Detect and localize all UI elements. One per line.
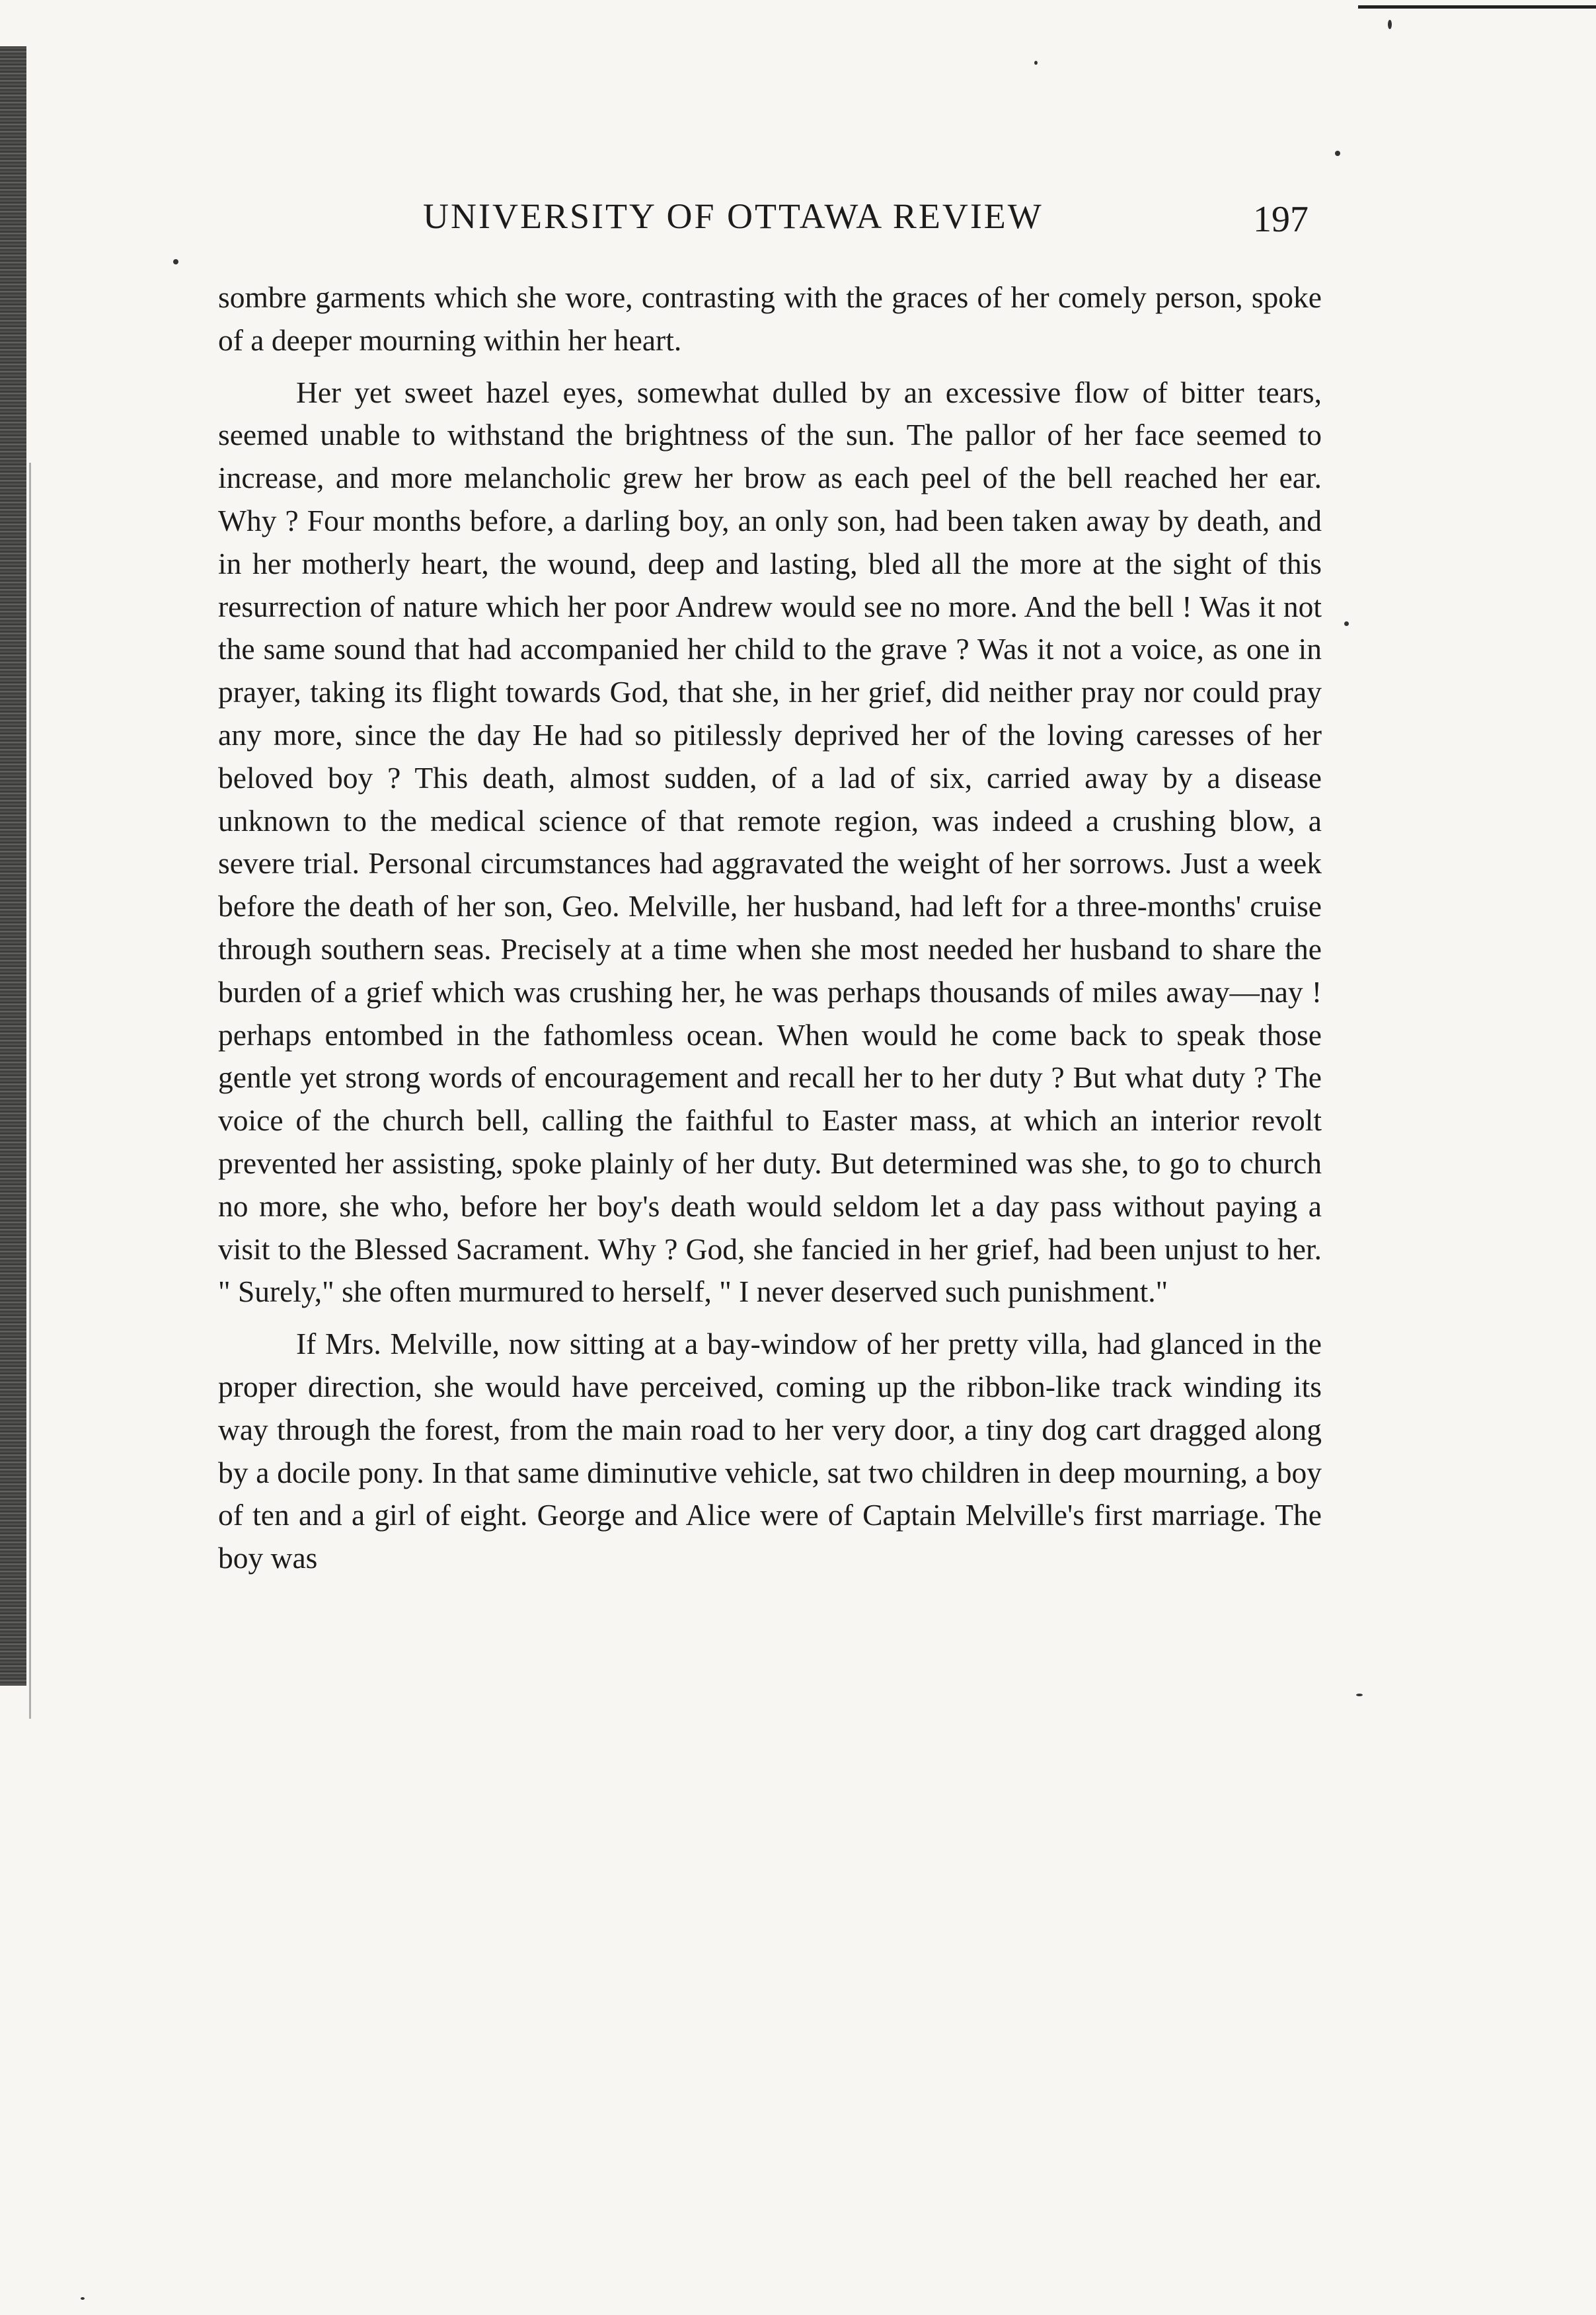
binding-shadow [29, 463, 31, 1719]
scan-speck [1388, 20, 1392, 29]
page-header [423, 196, 1309, 249]
top-rule [1358, 5, 1596, 9]
scan-speck [81, 2297, 85, 2300]
paragraph: Her yet sweet hazel eyes, somewhat dulled by an excessive flow of bitter tears, seemed unable to withstand the brightness of the sun. The pallor of her face seemed to increase, and more melancholic grew her brow as each peel of the bell reached her ear. Why ? Four months before, a darling boy, an only son, had been taken away by death, and in her motherly heart, the wound, deep and lasting, bled all the more at the sight of this resurrection of nature which her poor Andrew would see no more. And the bell ! Was it not the same sound that had accompanied her child to the grave ? Was it not a voice, as one in prayer, taking its flight towards God, that she, in her grief, did neither pray nor could pray any more, since the day He had so pitilessly deprived her of the loving caresses of her beloved boy ? This death, almost sudden, of a lad of six, carried away by a disease unknown to the medical science of that remote region, was indeed a crushing blow, a severe trial. Personal circumstances had aggravated the weight of her sorrows. Just a week before the death of her son, Geo. Melville, her husband, had left for a three-months' cruise through southern seas. Precisely at a time when she most needed her husband to share the burden of a grief which was crushing her, he was perhaps thousands of miles away—nay ! perhaps entombed in the fathomless ocean. When would he come back to speak those gentle yet strong words of encouragement and recall her to her duty ? But what duty ? The voice of the church bell, calling the faithful to Easter mass, at which an interior revolt prevented her assisting, spoke plainly of her duty. But determined was she, to go to church no more, she who, before her boy's death would seldom let a day pass without paying a visit to the Blessed Sacrament. Why ? God, she fancied in her grief, had been unjust to her. " Surely," she often murmured to herself, " I never deserved such punishment." [218, 375, 1322, 1309]
paragraph: sombre garments which she wore, contrasting with the graces of her comely person, spoke of a deeper mourning within her heart. [218, 280, 1322, 357]
paragraph: If Mrs. Melville, now sitting at a bay-window of her pretty villa, had glanced in the proper direction, she would have perceived, coming up the ribbon-like track winding its way through the forest, from the main road to her very door, a tiny dog cart dragged along by a docile pony. In that same diminutive vehicle, sat two children in deep mourning, a boy of ten and a girl of eight. George and Alice were of Captain Melville's first marriage. The boy was [218, 1327, 1322, 1575]
scan-speck [1356, 1694, 1363, 1696]
binding-edge [0, 46, 26, 1686]
scan-speck [1034, 61, 1038, 65]
page-number: 197 [1253, 199, 1309, 240]
body-text [218, 276, 1322, 1580]
scan-speck [1344, 621, 1349, 626]
running-title: UNIVERSITY OF OTTAWA REVIEW [423, 196, 1044, 236]
scan-speck [173, 259, 178, 264]
scan-speck [1335, 151, 1340, 156]
